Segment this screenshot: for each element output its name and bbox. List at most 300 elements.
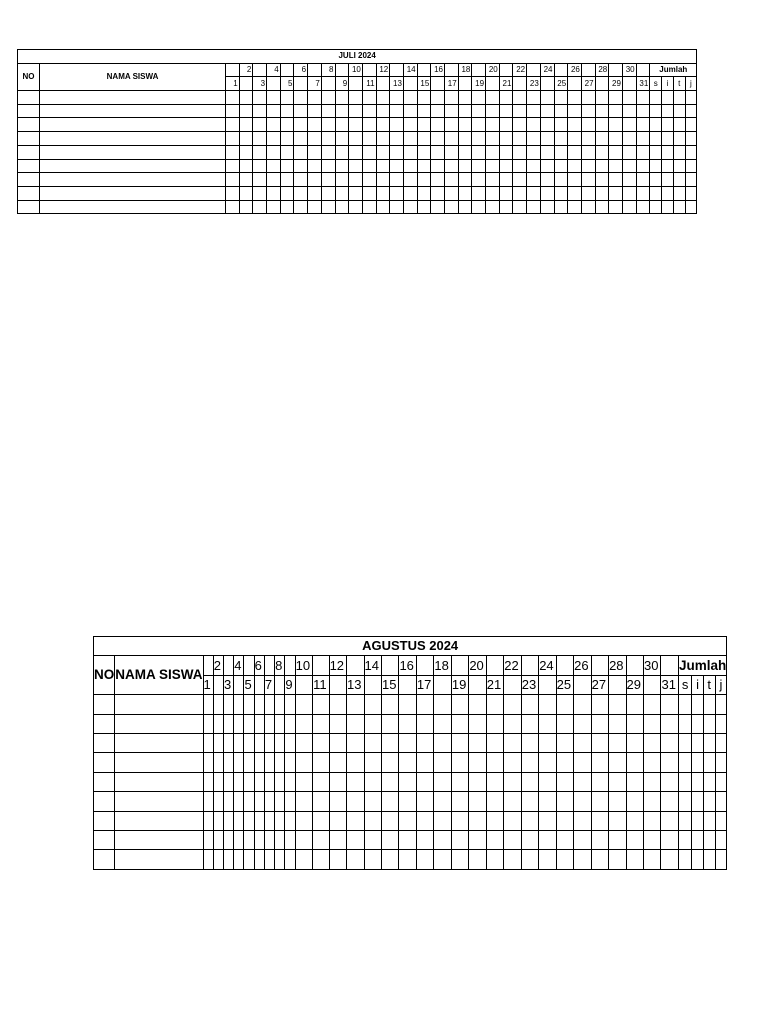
attendance-cell[interactable]	[431, 159, 445, 173]
attendance-cell[interactable]	[264, 830, 274, 849]
attendance-cell[interactable]	[244, 811, 254, 830]
attendance-cell[interactable]	[254, 792, 264, 811]
attendance-cell[interactable]	[253, 104, 267, 118]
attendance-cell[interactable]	[622, 173, 636, 187]
attendance-cell[interactable]	[416, 850, 433, 869]
attendance-cell[interactable]	[513, 145, 527, 159]
attendance-cell[interactable]	[285, 811, 295, 830]
attendance-cell[interactable]	[321, 104, 335, 118]
attendance-cell[interactable]	[591, 811, 608, 830]
attendance-cell[interactable]	[347, 830, 364, 849]
attendance-cell[interactable]	[313, 733, 330, 752]
attendance-cell[interactable]	[539, 830, 556, 849]
attendance-cell[interactable]	[595, 91, 609, 105]
attendance-cell[interactable]	[285, 714, 295, 733]
summary-cell-s[interactable]	[678, 714, 691, 733]
attendance-cell[interactable]	[295, 695, 312, 714]
attendance-cell[interactable]	[513, 91, 527, 105]
attendance-cell[interactable]	[458, 200, 472, 214]
attendance-cell[interactable]	[329, 792, 346, 811]
attendance-cell[interactable]	[622, 159, 636, 173]
summary-cell-t[interactable]	[703, 792, 715, 811]
attendance-cell[interactable]	[308, 145, 322, 159]
attendance-cell[interactable]	[469, 811, 486, 830]
attendance-cell[interactable]	[539, 772, 556, 791]
attendance-cell[interactable]	[329, 811, 346, 830]
attendance-cell[interactable]	[234, 811, 244, 830]
attendance-cell[interactable]	[556, 830, 573, 849]
attendance-cell[interactable]	[362, 159, 376, 173]
attendance-cell[interactable]	[347, 733, 364, 752]
attendance-cell[interactable]	[364, 714, 381, 733]
no-cell[interactable]	[18, 186, 40, 200]
attendance-cell[interactable]	[213, 714, 223, 733]
attendance-cell[interactable]	[527, 118, 541, 132]
attendance-cell[interactable]	[239, 200, 253, 214]
attendance-cell[interactable]	[527, 200, 541, 214]
attendance-cell[interactable]	[335, 200, 349, 214]
attendance-cell[interactable]	[591, 772, 608, 791]
attendance-cell[interactable]	[213, 733, 223, 752]
attendance-cell[interactable]	[376, 118, 390, 132]
attendance-cell[interactable]	[469, 695, 486, 714]
attendance-cell[interactable]	[431, 132, 445, 146]
attendance-cell[interactable]	[661, 753, 678, 772]
attendance-cell[interactable]	[390, 132, 404, 146]
attendance-cell[interactable]	[308, 91, 322, 105]
summary-cell-i[interactable]	[662, 186, 674, 200]
attendance-cell[interactable]	[581, 104, 595, 118]
attendance-cell[interactable]	[609, 772, 626, 791]
attendance-cell[interactable]	[285, 850, 295, 869]
attendance-cell[interactable]	[294, 145, 308, 159]
attendance-cell[interactable]	[376, 186, 390, 200]
attendance-cell[interactable]	[234, 733, 244, 752]
attendance-cell[interactable]	[381, 753, 398, 772]
attendance-cell[interactable]	[349, 91, 363, 105]
nama-siswa-cell[interactable]	[115, 753, 203, 772]
attendance-cell[interactable]	[280, 173, 294, 187]
summary-cell-t[interactable]	[703, 830, 715, 849]
attendance-cell[interactable]	[539, 714, 556, 733]
attendance-cell[interactable]	[609, 132, 623, 146]
attendance-cell[interactable]	[347, 695, 364, 714]
attendance-cell[interactable]	[451, 811, 468, 830]
attendance-cell[interactable]	[486, 145, 500, 159]
attendance-cell[interactable]	[223, 753, 233, 772]
attendance-cell[interactable]	[254, 714, 264, 733]
attendance-cell[interactable]	[513, 173, 527, 187]
summary-cell-s[interactable]	[678, 733, 691, 752]
attendance-cell[interactable]	[264, 733, 274, 752]
nama-siswa-cell[interactable]	[40, 200, 226, 214]
attendance-cell[interactable]	[644, 811, 661, 830]
summary-cell-s[interactable]	[678, 772, 691, 791]
summary-cell-j[interactable]	[685, 186, 697, 200]
attendance-cell[interactable]	[308, 104, 322, 118]
attendance-cell[interactable]	[644, 733, 661, 752]
attendance-cell[interactable]	[203, 753, 213, 772]
attendance-cell[interactable]	[226, 159, 240, 173]
attendance-cell[interactable]	[568, 145, 582, 159]
attendance-cell[interactable]	[244, 850, 254, 869]
attendance-cell[interactable]	[486, 91, 500, 105]
attendance-cell[interactable]	[458, 118, 472, 132]
attendance-cell[interactable]	[581, 186, 595, 200]
attendance-cell[interactable]	[390, 145, 404, 159]
attendance-cell[interactable]	[595, 159, 609, 173]
attendance-cell[interactable]	[568, 91, 582, 105]
no-cell[interactable]	[94, 753, 115, 772]
no-cell[interactable]	[18, 104, 40, 118]
summary-cell-j[interactable]	[685, 200, 697, 214]
attendance-cell[interactable]	[626, 695, 643, 714]
attendance-cell[interactable]	[294, 104, 308, 118]
attendance-cell[interactable]	[399, 792, 416, 811]
summary-cell-t[interactable]	[673, 104, 685, 118]
attendance-cell[interactable]	[213, 772, 223, 791]
attendance-cell[interactable]	[203, 714, 213, 733]
summary-cell-s[interactable]	[650, 91, 662, 105]
attendance-cell[interactable]	[264, 695, 274, 714]
attendance-cell[interactable]	[253, 186, 267, 200]
no-cell[interactable]	[18, 132, 40, 146]
summary-cell-s[interactable]	[678, 792, 691, 811]
attendance-cell[interactable]	[376, 132, 390, 146]
attendance-cell[interactable]	[499, 145, 513, 159]
attendance-cell[interactable]	[472, 159, 486, 173]
attendance-cell[interactable]	[539, 733, 556, 752]
attendance-cell[interactable]	[539, 753, 556, 772]
attendance-cell[interactable]	[399, 850, 416, 869]
attendance-cell[interactable]	[275, 714, 285, 733]
attendance-cell[interactable]	[280, 91, 294, 105]
attendance-cell[interactable]	[213, 811, 223, 830]
summary-cell-j[interactable]	[715, 830, 727, 849]
attendance-cell[interactable]	[568, 132, 582, 146]
attendance-cell[interactable]	[458, 132, 472, 146]
attendance-cell[interactable]	[226, 186, 240, 200]
attendance-cell[interactable]	[574, 733, 591, 752]
attendance-cell[interactable]	[254, 753, 264, 772]
summary-cell-i[interactable]	[662, 200, 674, 214]
attendance-cell[interactable]	[445, 186, 459, 200]
attendance-cell[interactable]	[264, 792, 274, 811]
attendance-cell[interactable]	[253, 118, 267, 132]
summary-cell-t[interactable]	[673, 159, 685, 173]
attendance-cell[interactable]	[554, 173, 568, 187]
attendance-cell[interactable]	[499, 200, 513, 214]
attendance-cell[interactable]	[417, 104, 431, 118]
attendance-cell[interactable]	[527, 159, 541, 173]
attendance-cell[interactable]	[521, 811, 538, 830]
attendance-cell[interactable]	[362, 200, 376, 214]
attendance-cell[interactable]	[574, 753, 591, 772]
attendance-cell[interactable]	[513, 118, 527, 132]
attendance-cell[interactable]	[399, 811, 416, 830]
attendance-cell[interactable]	[540, 186, 554, 200]
attendance-cell[interactable]	[364, 792, 381, 811]
attendance-cell[interactable]	[636, 118, 650, 132]
summary-cell-s[interactable]	[678, 830, 691, 849]
summary-cell-i[interactable]	[662, 118, 674, 132]
attendance-cell[interactable]	[226, 132, 240, 146]
summary-cell-t[interactable]	[673, 91, 685, 105]
attendance-cell[interactable]	[434, 792, 451, 811]
summary-cell-i[interactable]	[692, 772, 704, 791]
attendance-cell[interactable]	[280, 104, 294, 118]
summary-cell-t[interactable]	[703, 695, 715, 714]
attendance-cell[interactable]	[213, 830, 223, 849]
summary-cell-j[interactable]	[715, 792, 727, 811]
summary-cell-j[interactable]	[715, 811, 727, 830]
attendance-cell[interactable]	[403, 145, 417, 159]
attendance-cell[interactable]	[595, 200, 609, 214]
attendance-cell[interactable]	[295, 753, 312, 772]
attendance-cell[interactable]	[376, 159, 390, 173]
attendance-cell[interactable]	[416, 753, 433, 772]
attendance-cell[interactable]	[499, 186, 513, 200]
summary-cell-j[interactable]	[685, 145, 697, 159]
attendance-cell[interactable]	[504, 733, 521, 752]
attendance-cell[interactable]	[499, 132, 513, 146]
attendance-cell[interactable]	[390, 186, 404, 200]
summary-cell-i[interactable]	[692, 753, 704, 772]
attendance-cell[interactable]	[308, 186, 322, 200]
attendance-cell[interactable]	[313, 753, 330, 772]
no-cell[interactable]	[94, 714, 115, 733]
summary-cell-i[interactable]	[692, 714, 704, 733]
attendance-cell[interactable]	[267, 145, 281, 159]
attendance-cell[interactable]	[313, 714, 330, 733]
attendance-cell[interactable]	[285, 695, 295, 714]
attendance-cell[interactable]	[275, 811, 285, 830]
attendance-cell[interactable]	[644, 695, 661, 714]
attendance-cell[interactable]	[574, 792, 591, 811]
attendance-cell[interactable]	[226, 104, 240, 118]
attendance-cell[interactable]	[451, 733, 468, 752]
attendance-cell[interactable]	[513, 186, 527, 200]
attendance-cell[interactable]	[626, 792, 643, 811]
summary-cell-t[interactable]	[703, 714, 715, 733]
attendance-cell[interactable]	[239, 118, 253, 132]
attendance-cell[interactable]	[362, 118, 376, 132]
attendance-cell[interactable]	[226, 118, 240, 132]
attendance-cell[interactable]	[254, 830, 264, 849]
attendance-cell[interactable]	[539, 792, 556, 811]
attendance-cell[interactable]	[335, 132, 349, 146]
attendance-cell[interactable]	[626, 811, 643, 830]
attendance-cell[interactable]	[399, 714, 416, 733]
attendance-cell[interactable]	[469, 772, 486, 791]
attendance-cell[interactable]	[203, 695, 213, 714]
attendance-cell[interactable]	[275, 695, 285, 714]
attendance-cell[interactable]	[399, 695, 416, 714]
summary-cell-t[interactable]	[703, 753, 715, 772]
attendance-cell[interactable]	[416, 772, 433, 791]
attendance-cell[interactable]	[253, 200, 267, 214]
attendance-cell[interactable]	[644, 772, 661, 791]
attendance-cell[interactable]	[364, 811, 381, 830]
summary-cell-i[interactable]	[692, 830, 704, 849]
attendance-cell[interactable]	[335, 104, 349, 118]
attendance-cell[interactable]	[390, 91, 404, 105]
no-cell[interactable]	[94, 733, 115, 752]
attendance-cell[interactable]	[486, 186, 500, 200]
attendance-cell[interactable]	[591, 695, 608, 714]
attendance-cell[interactable]	[364, 772, 381, 791]
attendance-cell[interactable]	[595, 186, 609, 200]
attendance-cell[interactable]	[499, 104, 513, 118]
attendance-cell[interactable]	[295, 772, 312, 791]
attendance-cell[interactable]	[267, 173, 281, 187]
attendance-cell[interactable]	[527, 145, 541, 159]
attendance-cell[interactable]	[527, 186, 541, 200]
attendance-cell[interactable]	[416, 695, 433, 714]
attendance-cell[interactable]	[294, 91, 308, 105]
attendance-cell[interactable]	[554, 118, 568, 132]
attendance-cell[interactable]	[644, 714, 661, 733]
attendance-cell[interactable]	[486, 714, 503, 733]
attendance-cell[interactable]	[294, 132, 308, 146]
attendance-cell[interactable]	[609, 830, 626, 849]
attendance-cell[interactable]	[644, 792, 661, 811]
nama-siswa-cell[interactable]	[40, 186, 226, 200]
attendance-cell[interactable]	[581, 118, 595, 132]
attendance-cell[interactable]	[275, 733, 285, 752]
attendance-cell[interactable]	[313, 850, 330, 869]
attendance-cell[interactable]	[644, 850, 661, 869]
attendance-cell[interactable]	[445, 145, 459, 159]
attendance-cell[interactable]	[513, 132, 527, 146]
attendance-cell[interactable]	[253, 145, 267, 159]
attendance-cell[interactable]	[349, 200, 363, 214]
summary-cell-t[interactable]	[673, 145, 685, 159]
attendance-cell[interactable]	[521, 714, 538, 733]
attendance-cell[interactable]	[226, 200, 240, 214]
attendance-cell[interactable]	[223, 772, 233, 791]
attendance-cell[interactable]	[313, 772, 330, 791]
attendance-cell[interactable]	[390, 118, 404, 132]
attendance-cell[interactable]	[223, 733, 233, 752]
attendance-cell[interactable]	[308, 132, 322, 146]
no-cell[interactable]	[18, 200, 40, 214]
attendance-cell[interactable]	[539, 850, 556, 869]
summary-cell-j[interactable]	[715, 695, 727, 714]
attendance-cell[interactable]	[626, 830, 643, 849]
attendance-cell[interactable]	[347, 772, 364, 791]
attendance-cell[interactable]	[364, 830, 381, 849]
attendance-cell[interactable]	[472, 173, 486, 187]
attendance-cell[interactable]	[574, 772, 591, 791]
attendance-cell[interactable]	[609, 792, 626, 811]
attendance-cell[interactable]	[253, 91, 267, 105]
attendance-cell[interactable]	[234, 714, 244, 733]
attendance-cell[interactable]	[267, 200, 281, 214]
attendance-cell[interactable]	[267, 91, 281, 105]
summary-cell-s[interactable]	[678, 850, 691, 869]
attendance-cell[interactable]	[521, 792, 538, 811]
attendance-cell[interactable]	[609, 200, 623, 214]
attendance-cell[interactable]	[403, 159, 417, 173]
summary-cell-s[interactable]	[678, 811, 691, 830]
attendance-cell[interactable]	[451, 695, 468, 714]
attendance-cell[interactable]	[504, 753, 521, 772]
summary-cell-i[interactable]	[662, 104, 674, 118]
attendance-cell[interactable]	[591, 792, 608, 811]
attendance-cell[interactable]	[308, 173, 322, 187]
attendance-cell[interactable]	[203, 811, 213, 830]
attendance-cell[interactable]	[626, 733, 643, 752]
attendance-cell[interactable]	[486, 772, 503, 791]
summary-cell-j[interactable]	[685, 159, 697, 173]
summary-cell-i[interactable]	[662, 145, 674, 159]
attendance-cell[interactable]	[313, 792, 330, 811]
attendance-cell[interactable]	[213, 792, 223, 811]
attendance-cell[interactable]	[451, 753, 468, 772]
attendance-cell[interactable]	[362, 173, 376, 187]
attendance-cell[interactable]	[504, 792, 521, 811]
attendance-cell[interactable]	[486, 118, 500, 132]
attendance-cell[interactable]	[403, 173, 417, 187]
attendance-cell[interactable]	[431, 186, 445, 200]
attendance-cell[interactable]	[329, 714, 346, 733]
attendance-cell[interactable]	[636, 186, 650, 200]
attendance-cell[interactable]	[264, 772, 274, 791]
attendance-cell[interactable]	[540, 173, 554, 187]
attendance-cell[interactable]	[445, 104, 459, 118]
attendance-cell[interactable]	[280, 145, 294, 159]
summary-cell-s[interactable]	[650, 104, 662, 118]
attendance-cell[interactable]	[321, 132, 335, 146]
attendance-cell[interactable]	[244, 733, 254, 752]
attendance-cell[interactable]	[264, 850, 274, 869]
summary-cell-s[interactable]	[650, 173, 662, 187]
attendance-cell[interactable]	[244, 772, 254, 791]
summary-cell-i[interactable]	[692, 733, 704, 752]
summary-cell-t[interactable]	[703, 811, 715, 830]
attendance-cell[interactable]	[609, 811, 626, 830]
nama-siswa-cell[interactable]	[115, 792, 203, 811]
attendance-cell[interactable]	[403, 132, 417, 146]
attendance-cell[interactable]	[253, 159, 267, 173]
attendance-cell[interactable]	[223, 830, 233, 849]
attendance-cell[interactable]	[295, 830, 312, 849]
attendance-cell[interactable]	[540, 132, 554, 146]
attendance-cell[interactable]	[295, 792, 312, 811]
no-cell[interactable]	[94, 792, 115, 811]
attendance-cell[interactable]	[431, 200, 445, 214]
attendance-cell[interactable]	[574, 850, 591, 869]
attendance-cell[interactable]	[213, 753, 223, 772]
attendance-cell[interactable]	[239, 132, 253, 146]
attendance-cell[interactable]	[223, 811, 233, 830]
attendance-cell[interactable]	[539, 811, 556, 830]
attendance-cell[interactable]	[469, 792, 486, 811]
attendance-cell[interactable]	[390, 104, 404, 118]
summary-cell-j[interactable]	[685, 91, 697, 105]
attendance-cell[interactable]	[234, 792, 244, 811]
attendance-cell[interactable]	[267, 118, 281, 132]
attendance-cell[interactable]	[434, 850, 451, 869]
attendance-cell[interactable]	[376, 104, 390, 118]
attendance-cell[interactable]	[469, 733, 486, 752]
attendance-cell[interactable]	[431, 173, 445, 187]
attendance-cell[interactable]	[417, 173, 431, 187]
attendance-cell[interactable]	[203, 772, 213, 791]
attendance-cell[interactable]	[364, 733, 381, 752]
attendance-cell[interactable]	[595, 104, 609, 118]
